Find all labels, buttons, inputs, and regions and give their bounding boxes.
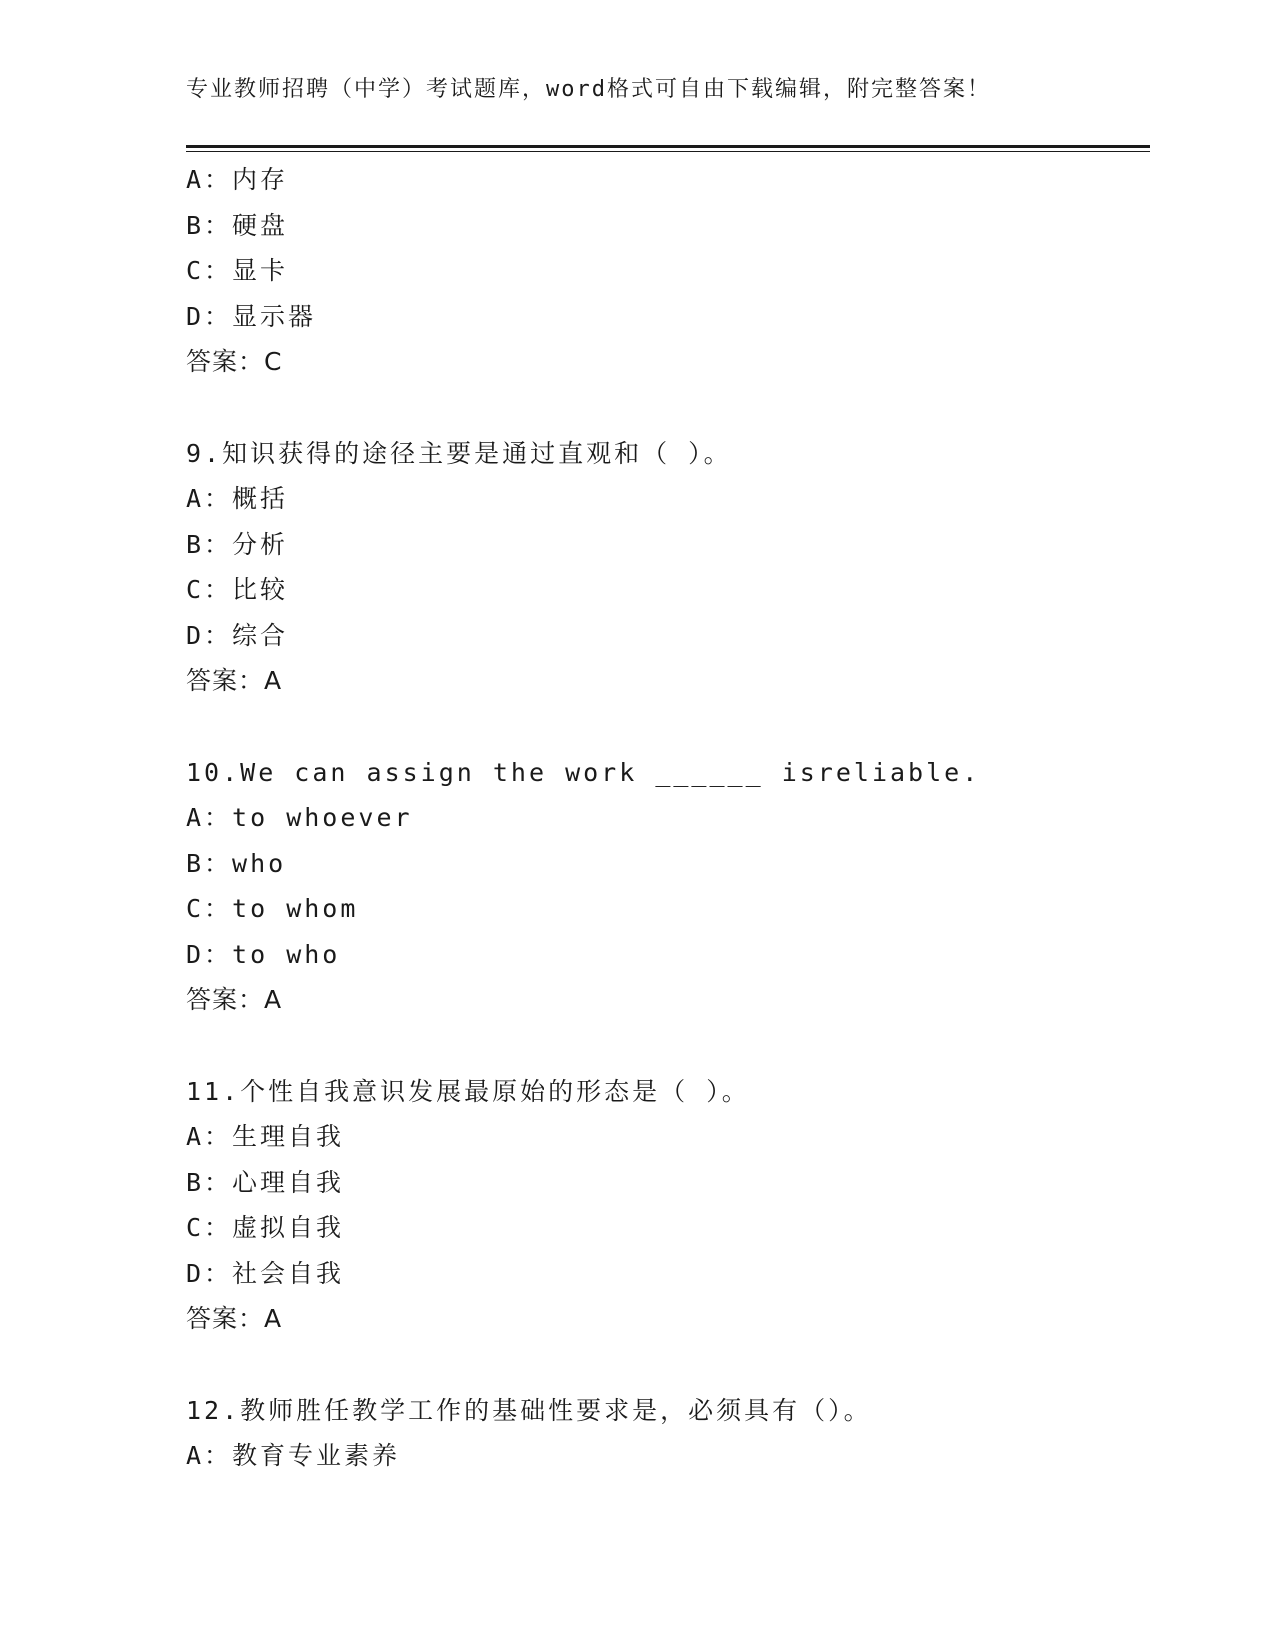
option-d: D：社会自我 [186,1258,345,1288]
question-block-10 [186,750,1150,1023]
header-rule-thick [186,145,1150,148]
option-b: B：who [186,848,287,878]
spacer [186,1342,1150,1388]
question-block-9 [186,431,1150,704]
option-b: B：硬盘 [186,210,289,240]
option-a: A：内存 [186,165,289,194]
question-block-12 [186,1388,1150,1479]
option-b: B：分析 [186,529,289,559]
question-text: 10.We can assign the work ______ isreliable. [186,757,981,787]
question-text: 12.教师胜任教学工作的基础性要求是，必须具有（）。 [186,1395,872,1425]
answer: 答案：A [186,985,283,1014]
spacer [186,385,1150,431]
header-rule-thin [186,151,1150,152]
spacer [186,704,1150,750]
question-text: 9.知识获得的途径主要是通过直观和（ ）。 [186,438,732,468]
answer: 答案：A [186,666,283,695]
option-b: B：心理自我 [186,1167,345,1197]
option-a: A：概括 [186,484,289,513]
option-c: C：显卡 [186,256,289,285]
option-c: C：比较 [186,575,289,604]
option-d: D：to who [186,939,341,969]
answer: 答案：C [186,347,283,376]
option-d: D：综合 [186,620,289,650]
spacer [186,1023,1150,1069]
page-header: 专业教师招聘（中学）考试题库，word格式可自由下载编辑，附完整答案！ [186,77,991,102]
option-a: A：生理自我 [186,1122,345,1151]
option-c: C：to whom [186,894,359,923]
option-c: C：虚拟自我 [186,1213,345,1242]
question-text: 11.个性自我意识发展最原始的形态是（ ）。 [186,1076,750,1106]
question-block-8 [186,157,1150,385]
option-d: D：显示器 [186,301,317,331]
question-list [186,157,1150,1479]
answer: 答案：A [186,1304,283,1333]
option-a: A：教育专业素养 [186,1441,401,1470]
question-block-11 [186,1069,1150,1342]
option-a: A：to whoever [186,803,413,832]
